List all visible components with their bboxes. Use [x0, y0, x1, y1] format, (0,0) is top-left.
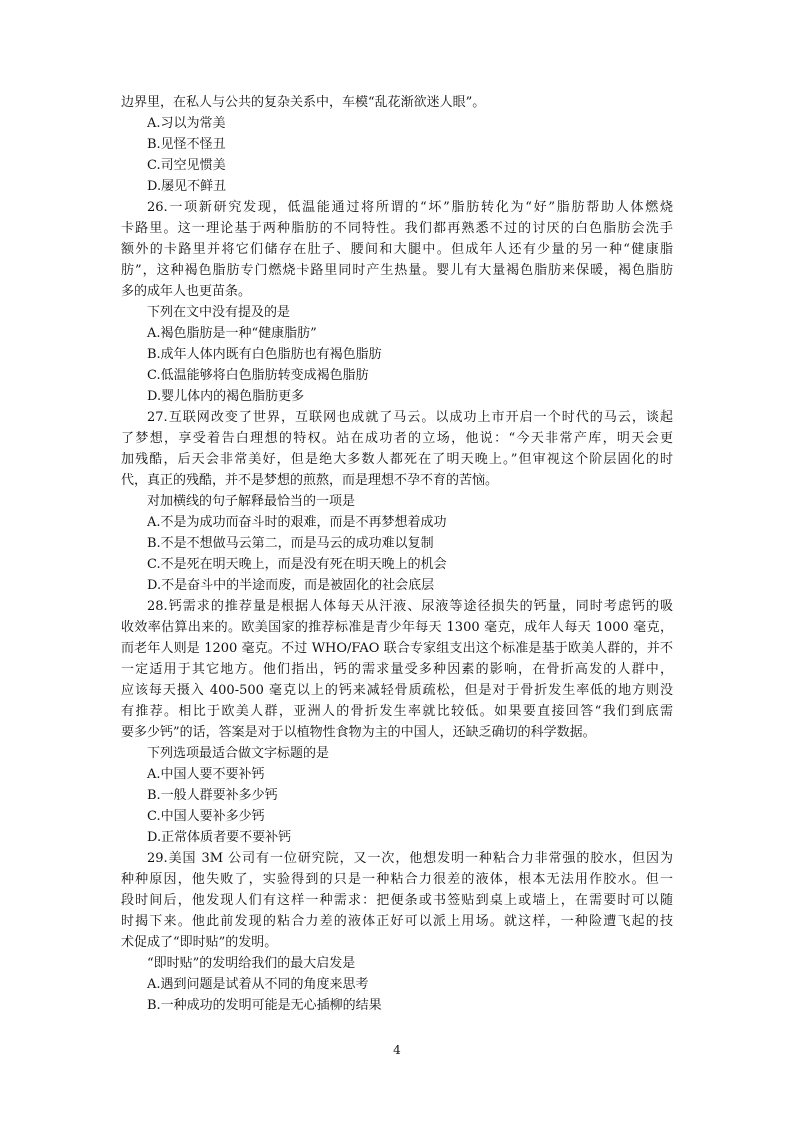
- q28-option-b: B.一般人群要补多少钙: [147, 788, 278, 803]
- q26-line: 肪”，这种褐色脂肪专门燃烧卡路里同时产生热量。婴儿有大量褐色脂肪来保暖，褐色脂肪: [121, 263, 673, 278]
- q26-stem: 下列在文中没有提及的是: [147, 305, 291, 320]
- q25-option-b: B.见怪不怪丑: [147, 137, 226, 152]
- q26-option-a: A.褐色脂肪是一种“健康脂肪”: [147, 326, 317, 341]
- q29-option-a: A.遇到问题是试着从不同的角度来思考: [147, 977, 369, 992]
- q26-line: 卡路里。这一理论基于两种脂肪的不同特性。我们都再熟悉不过的讨厌的白色脂肪会洗手: [121, 221, 673, 236]
- q27-line: 加残酷，后天会非常美好，但是绝大多数人都死在了明天晚上。”但审视这个阶层固化的时: [121, 452, 673, 467]
- q29-line: 术促成了“即时贴”的发明。: [121, 935, 278, 950]
- q27-option-c: C.不是死在明天晚上，而是没有死在明天晚上的机会: [147, 557, 447, 572]
- q26-line: 额外的卡路里并将它们储存在肚子、腰间和大腿中。但成年人还有少量的另一种“健康脂: [121, 242, 673, 257]
- q25-option-d: D.屡见不鲜丑: [147, 179, 227, 194]
- q27-line: 了梦想，享受着告白理想的特权。站在成功者的立场，他说：“今天非常产库，明天会更: [121, 431, 673, 446]
- q29-line: 段时间后，他发现人们有这样一种需求：把便条或书签贴到桌上或墙上，在需要时可以随: [121, 893, 673, 908]
- q26-option-d: D.婴儿体内的褐色脂肪更多: [147, 389, 305, 404]
- q28-line: 要多少钙”的话，答案是对于以植物性食物为主的中国人，还缺乏确切的科学数据。: [121, 725, 596, 740]
- q29-stem: “即时贴”的发明给我们的最大启发是: [147, 956, 356, 971]
- q28-line: 收效率估算出来的。欧美国家的推荐标准是青少年每天 1300 毫克，成年人每天 1000 毫克，: [121, 620, 673, 635]
- q28-option-c: C.中国人要补多少钙: [147, 809, 265, 824]
- q27-option-d: D.不是奋斗中的半途而废，而是被固化的社会底层: [147, 578, 435, 593]
- q26-line: 多的成年人也更苗条。: [121, 284, 252, 299]
- q28-line: 而老年人则是 1200 毫克。不过 WHO/FAO 联合专家组支出这个标准是基于欧美人群的，并不: [121, 641, 673, 656]
- q25-option-a: A.习以为常美: [147, 116, 226, 131]
- page-number: 4: [393, 1043, 401, 1057]
- q27-stem: 对加横线的句子解释最恰当的一项是: [147, 494, 356, 509]
- q28-option-a: A.中国人要不要补钙: [147, 767, 265, 782]
- q29-line: 时揭下来。他此前发现的粘合力差的液体正好可以派上用场。就这样，一种险遭飞起的技: [121, 914, 673, 929]
- q28-option-d: D.正常体质者要不要补钙: [147, 830, 292, 845]
- q26-option-c: C.低温能够将白色脂肪转变成褐色脂肪: [147, 368, 369, 383]
- q29-option-b: B.一种成功的发明可能是无心插柳的结果: [147, 998, 382, 1013]
- q28-line: 28.钙需求的推荐量是根据人体每天从汗液、尿液等途径损失的钙量，同时考虑钙的吸: [147, 599, 673, 614]
- q26-option-b: B.成年人体内既有白色脂肪也有褐色脂肪: [147, 347, 382, 362]
- q25-option-c: C.司空见惯美: [147, 158, 226, 173]
- q27-option-b: B.不是不想做马云第二，而是马云的成功难以复制: [147, 536, 434, 551]
- q28-line: 有推荐。相比于欧美人群，亚洲人的骨折发生率就比较低。如果要直接回答“我们到底需: [121, 704, 673, 719]
- q27-line: 27.互联网改变了世界，互联网也成就了马云。以成功上市开启一个时代的马云，谈起: [147, 410, 673, 425]
- q28-line: 一定适用于其它地方。他们指出，钙的需求量受多种因素的影响，在骨折高发的人群中，: [121, 662, 673, 677]
- q28-stem: 下列选项最适合做文字标题的是: [147, 746, 330, 761]
- q29-line: 种种原因，他失败了，实验得到的只是一种粘合力很差的液体，根本无法用作胶水。但一: [121, 872, 673, 887]
- page-content: [121, 92, 673, 1016]
- q27-line: 代，真正的残酷，并不是梦想的煎熬，而是理想不孕不育的苦恼。: [121, 473, 499, 488]
- q29-line: 29.美国 3M 公司有一位研究院，又一次，他想发明一种粘合力非常强的胶水，但因为: [147, 851, 673, 866]
- q25-tail: 边界里，在私人与公共的复杂关系中，车模“乱花渐欲迷人眼”。: [121, 95, 486, 110]
- q27-option-a: A.不是为成功而奋斗时的艰难，而是不再梦想着成功: [147, 515, 447, 530]
- q26-line: 26.一项新研究发现，低温能通过将所谓的“坏”脂肪转化为“好”脂肪帮助人体燃烧: [147, 200, 673, 215]
- q28-line: 应该每天摄入 400-500 毫克以上的钙来减轻骨质疏松，但是对于骨折发生率低的地方则没: [121, 683, 673, 698]
